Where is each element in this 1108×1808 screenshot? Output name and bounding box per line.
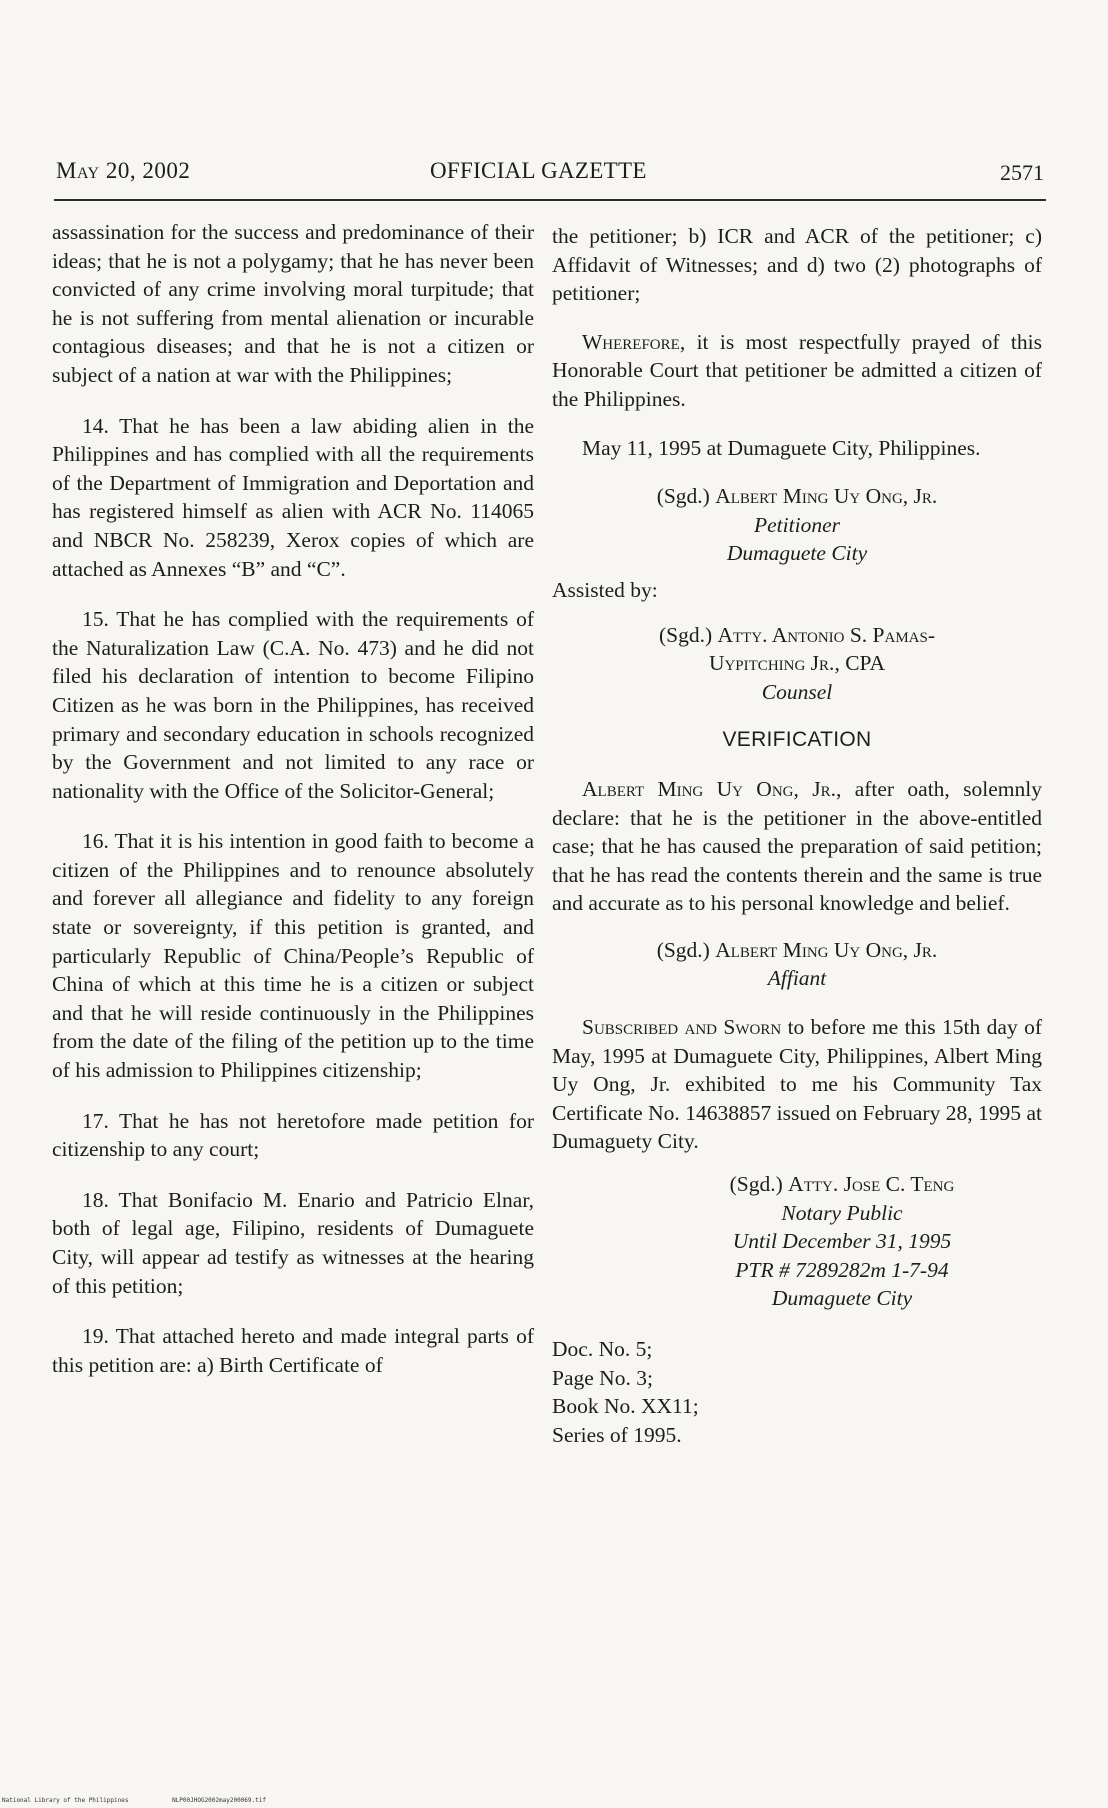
petitioner-signature-block: [552, 482, 1042, 568]
petitioner-place: Dumaguete City: [726, 541, 868, 566]
series-year: Series of 1995.: [552, 1422, 682, 1447]
header-title: OFFICIAL GAZETTE: [430, 158, 647, 183]
notary-signature-block: [552, 1170, 1042, 1313]
counsel-name-line2: Uypitching Jr.: [708, 651, 835, 676]
signed-mark: (Sgd.): [656, 484, 716, 509]
wherefore-paragraph: [552, 328, 1042, 414]
notary-name: Atty. Jose C. Teng: [788, 1172, 955, 1197]
scan-footer: [2, 1797, 266, 1804]
notary-ptr: PTR # 7289282m 1-7-94: [735, 1257, 949, 1282]
counsel-suffix: , CPA: [834, 651, 886, 676]
page-header: [56, 158, 1046, 192]
counsel-signature-block: [552, 621, 1042, 707]
notarial-register: [552, 1335, 1042, 1449]
paragraph-16: 16. That it is his intention in good faith to become a citizen of the Philippines and to renounce absolutely and forever all allegiance and fidelity to any foreign state or sovereignty, if this petition is granted, and particularly Republic of China/People’s Republic of China of which at this time he is a citizen or subject and that he will reside continuously in the Philippines from the date of the filing of the petition up to the time of his admission to Philippines citizenship;: [52, 829, 534, 1083]
verification-paragraph: [552, 775, 1042, 918]
affiant-name: Albert Ming Uy Ong, Jr.: [715, 937, 938, 962]
dateline: May 11, 1995 at Dumaguete City, Philippines.: [582, 435, 981, 460]
header-date: May 20, 2002: [56, 158, 191, 183]
counsel-name-line1: Atty. Antonio S. Pamas-: [717, 622, 936, 647]
paragraph-15: 15. That he has complied with the requirements of the Naturalization Law (C.A. No. 473) and he did not filed his declaration of intention to become Filipino Citizen as he was born in the Philippines, has received primary and secondary education in schools recognized by the Government and not limited to any race or nationality with the Office of the Solicitor-General;: [52, 607, 534, 803]
wherefore-text: , it is most respectfully prayed of this Honorable Court that petitioner be admitted a citizen of the Philippines.: [552, 329, 1042, 411]
notary-role: Notary Public: [781, 1200, 903, 1225]
signed-mark: (Sgd.): [729, 1172, 789, 1197]
right-column: [552, 222, 1042, 1449]
header-rule: [54, 199, 1046, 201]
page-number: 2571: [1000, 160, 1044, 185]
file-name: NLP00JHOG2002may200069.tif: [172, 1797, 266, 1804]
subscribed-paragraph: [552, 1013, 1042, 1156]
doc-number: Doc. No. 5;: [552, 1337, 653, 1361]
paragraph-continuation-right: the petitioner; b) ICR and ACR of the petitioner; c) Affidavit of Witnesses; and d) two (2) photographs of petitioner;: [552, 224, 1042, 306]
affiant-signature-block: [552, 936, 1042, 993]
signed-mark: (Sgd.): [658, 622, 718, 647]
notary-place: Dumaguete City: [771, 1286, 913, 1311]
counsel-role: Counsel: [761, 679, 833, 704]
subscribed-text: to before me this 15th day of May, 1995 at Dumaguete City, Philippines, Albert Ming Uy Ong, Jr. exhibited to me his Community Tax Certificate No. 14638857 issued on February 28, 1995 at Dumaguety City.: [552, 1015, 1042, 1154]
wherefore-lead: Wherefore: [582, 329, 680, 354]
signed-mark: (Sgd.): [656, 937, 716, 962]
library-credit: National Library of the Philippines: [2, 1797, 129, 1804]
paragraph-continuation: assassination for the success and predominance of their ideas; that he is not a polygamy; that he has never been convicted of any crime involving moral turpitude; that he is not suffering from mental alienation or incurable contagious diseases; and that he is not a citizen or subject of a nation at war with the Philippines;: [52, 220, 534, 387]
book-number: Book No. XX11;: [552, 1394, 699, 1419]
paragraph-18: 18. That Bonifacio M. Enario and Patricio Elnar, both of legal age, Filipino, residents of Dumaguete City, will appear ad testify as witnesses at the hearing of this petition;: [52, 1187, 534, 1298]
subscribed-lead: Subscribed and Sworn: [582, 1015, 782, 1040]
assisted-by-label: Assisted by:: [552, 577, 658, 602]
verification-lead: Albert Ming Uy Ong, Jr.: [582, 776, 836, 801]
petitioner-name: Albert Ming Uy Ong, Jr.: [715, 484, 938, 509]
petitioner-role: Petitioner: [754, 512, 840, 537]
notary-until: Until December 31, 1995: [732, 1229, 952, 1254]
paragraph-19: 19. That attached hereto and made integral parts of this petition are: a) Birth Certificate of: [52, 1324, 534, 1377]
affiant-role: Affiant: [767, 966, 827, 991]
left-column: [52, 218, 534, 1379]
paragraph-14: 14. That he has been a law abiding alien in the Philippines and has complied with all the requirements of the Department of Immigration and Deportation and has registered himself as alien with ACR No. 114065 and NBCR No. 258239, Xerox copies of which are attached as Annexes “B” and “C”.: [52, 413, 534, 581]
verification-text: , after oath, solemnly declare: that he is the petitioner in the above-entitled case; that he has caused the preparation of said petition; that he has read the contents therein and the same is true and accurate as to his personal knowledge and belief.: [552, 776, 1042, 916]
page-number-register: Page No. 3;: [552, 1365, 653, 1390]
verification-heading: VERIFICATION: [722, 728, 872, 752]
paragraph-17: 17. That he has not heretofore made petition for citizenship to any court;: [52, 1108, 534, 1162]
